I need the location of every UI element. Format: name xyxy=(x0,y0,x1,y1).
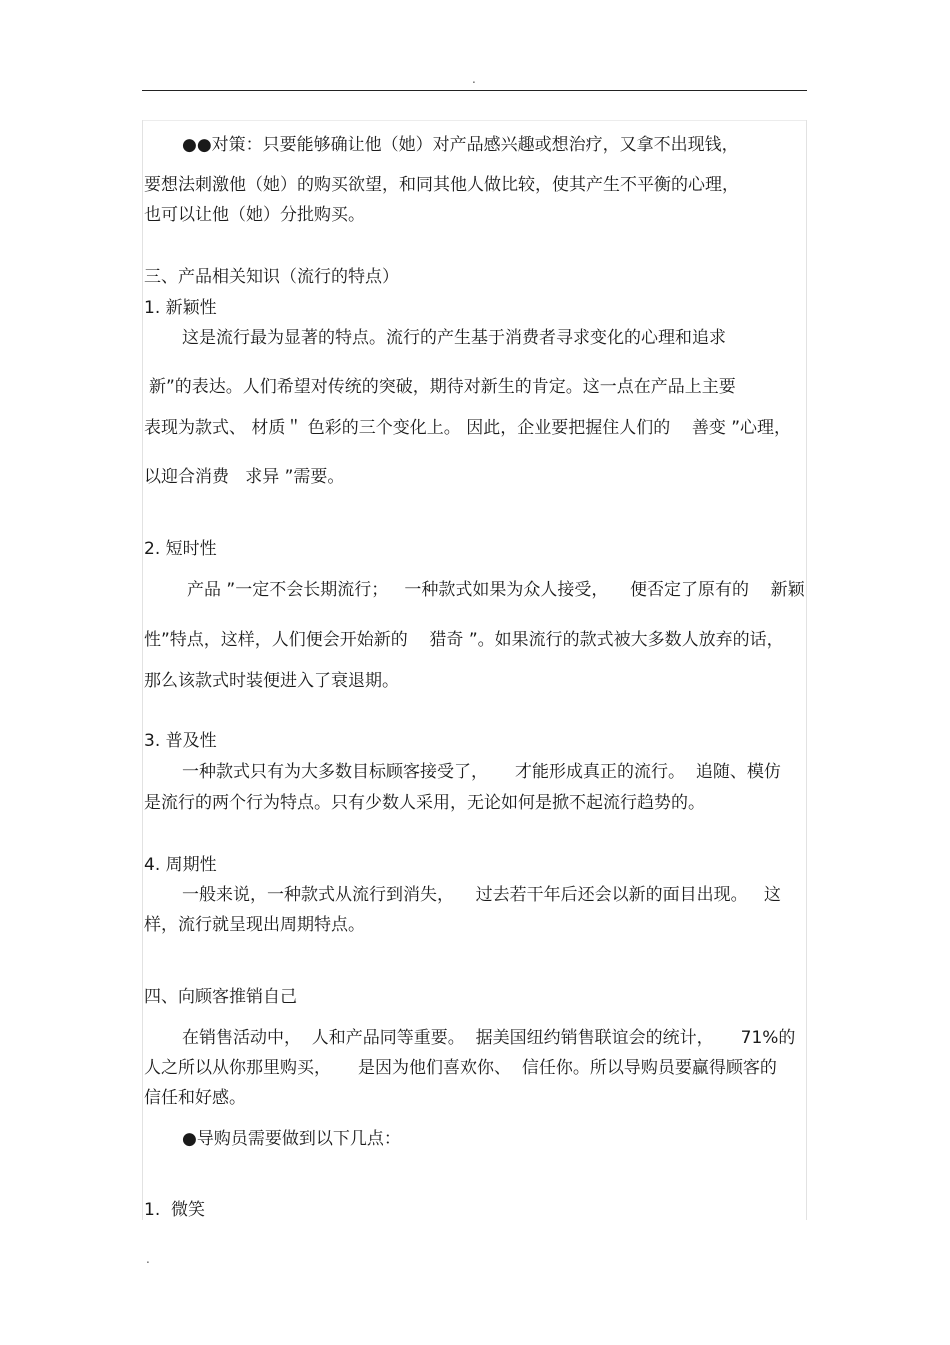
cyclicity-line-1: 一般来说，一种款式从流行到消失， 过去若干年后还会以新的面目出现。 这 xyxy=(182,885,781,905)
subheading-short-term: 2. 短时性 xyxy=(144,539,217,559)
header-rule xyxy=(142,90,807,91)
popularity-line-1: 一种款式只有为大多数目标顾客接受了， 才能形成真正的流行。 追随、模仿 xyxy=(182,762,781,782)
short-term-line-1: 产品 ”一定不会长期流行； 一种款式如果为众人接受， 便否定了原有的 新颖 xyxy=(187,580,805,600)
frame-top-border xyxy=(142,120,807,121)
novelty-line-2: 新”的表达。人们希望对传统的突破，期待对新生的肯定。这一点在产品上主要 xyxy=(149,377,736,397)
subheading-popularity: 3. 普及性 xyxy=(144,731,217,751)
footer-dot: . xyxy=(146,1252,150,1266)
subheading-novelty: 1. 新颖性 xyxy=(144,298,217,318)
countermeasure-line-1: ●●对策：只要能够确让他（她）对产品感兴趣或想治疗，又拿不出现钱， xyxy=(182,135,739,155)
section-heading-3: 三、产品相关知识（流行的特点） xyxy=(144,267,399,287)
section-heading-4: 四、向顾客推销自己 xyxy=(144,987,297,1007)
novelty-line-3: 表现为款式、 材质＂ 色彩的三个变化上。 因此，企业要把握住人们的 善变 ”心理， xyxy=(144,418,792,438)
self-promotion-line-3: 信任和好感。 xyxy=(144,1088,246,1108)
self-promotion-line-2: 人之所以从你那里购买， 是因为他们喜欢你、 信任你。所以导购员要赢得顾客的 xyxy=(144,1058,777,1078)
countermeasure-line-3: 也可以让他（她）分批购买。 xyxy=(144,205,365,225)
header-dot: . xyxy=(472,72,476,86)
countermeasure-line-2: 要想法刺激他（她）的购买欲望，和同其他人做比较，使其产生不平衡的心理， xyxy=(144,175,739,195)
point-smile: 1. 微笑 xyxy=(144,1200,206,1220)
subheading-cyclicity: 4. 周期性 xyxy=(144,855,217,875)
frame-left-border xyxy=(142,120,143,1220)
novelty-line-1: 这是流行最为显著的特点。流行的产生基于消费者寻求变化的心理和追求 xyxy=(182,328,726,348)
cyclicity-line-2: 样，流行就呈现出周期特点。 xyxy=(144,915,365,935)
novelty-line-4: 以迎合消费 求异 ”需要。 xyxy=(144,467,345,487)
guide-points-heading: ●导购员需要做到以下几点： xyxy=(182,1129,401,1149)
short-term-line-2: 性”特点，这样，人们便会开始新的 猎奇 ”。如果流行的款式被大多数人放弃的话， xyxy=(144,630,784,650)
frame-right-border xyxy=(806,120,807,1220)
short-term-line-3: 那么该款式时装便进入了衰退期。 xyxy=(144,671,399,691)
self-promotion-line-1: 在销售活动中， 人和产品同等重要。 据美国纽约销售联谊会的统计， 71%的 xyxy=(182,1028,796,1048)
popularity-line-2: 是流行的两个行为特点。只有少数人采用，无论如何是掀不起流行趋势的。 xyxy=(144,793,705,813)
